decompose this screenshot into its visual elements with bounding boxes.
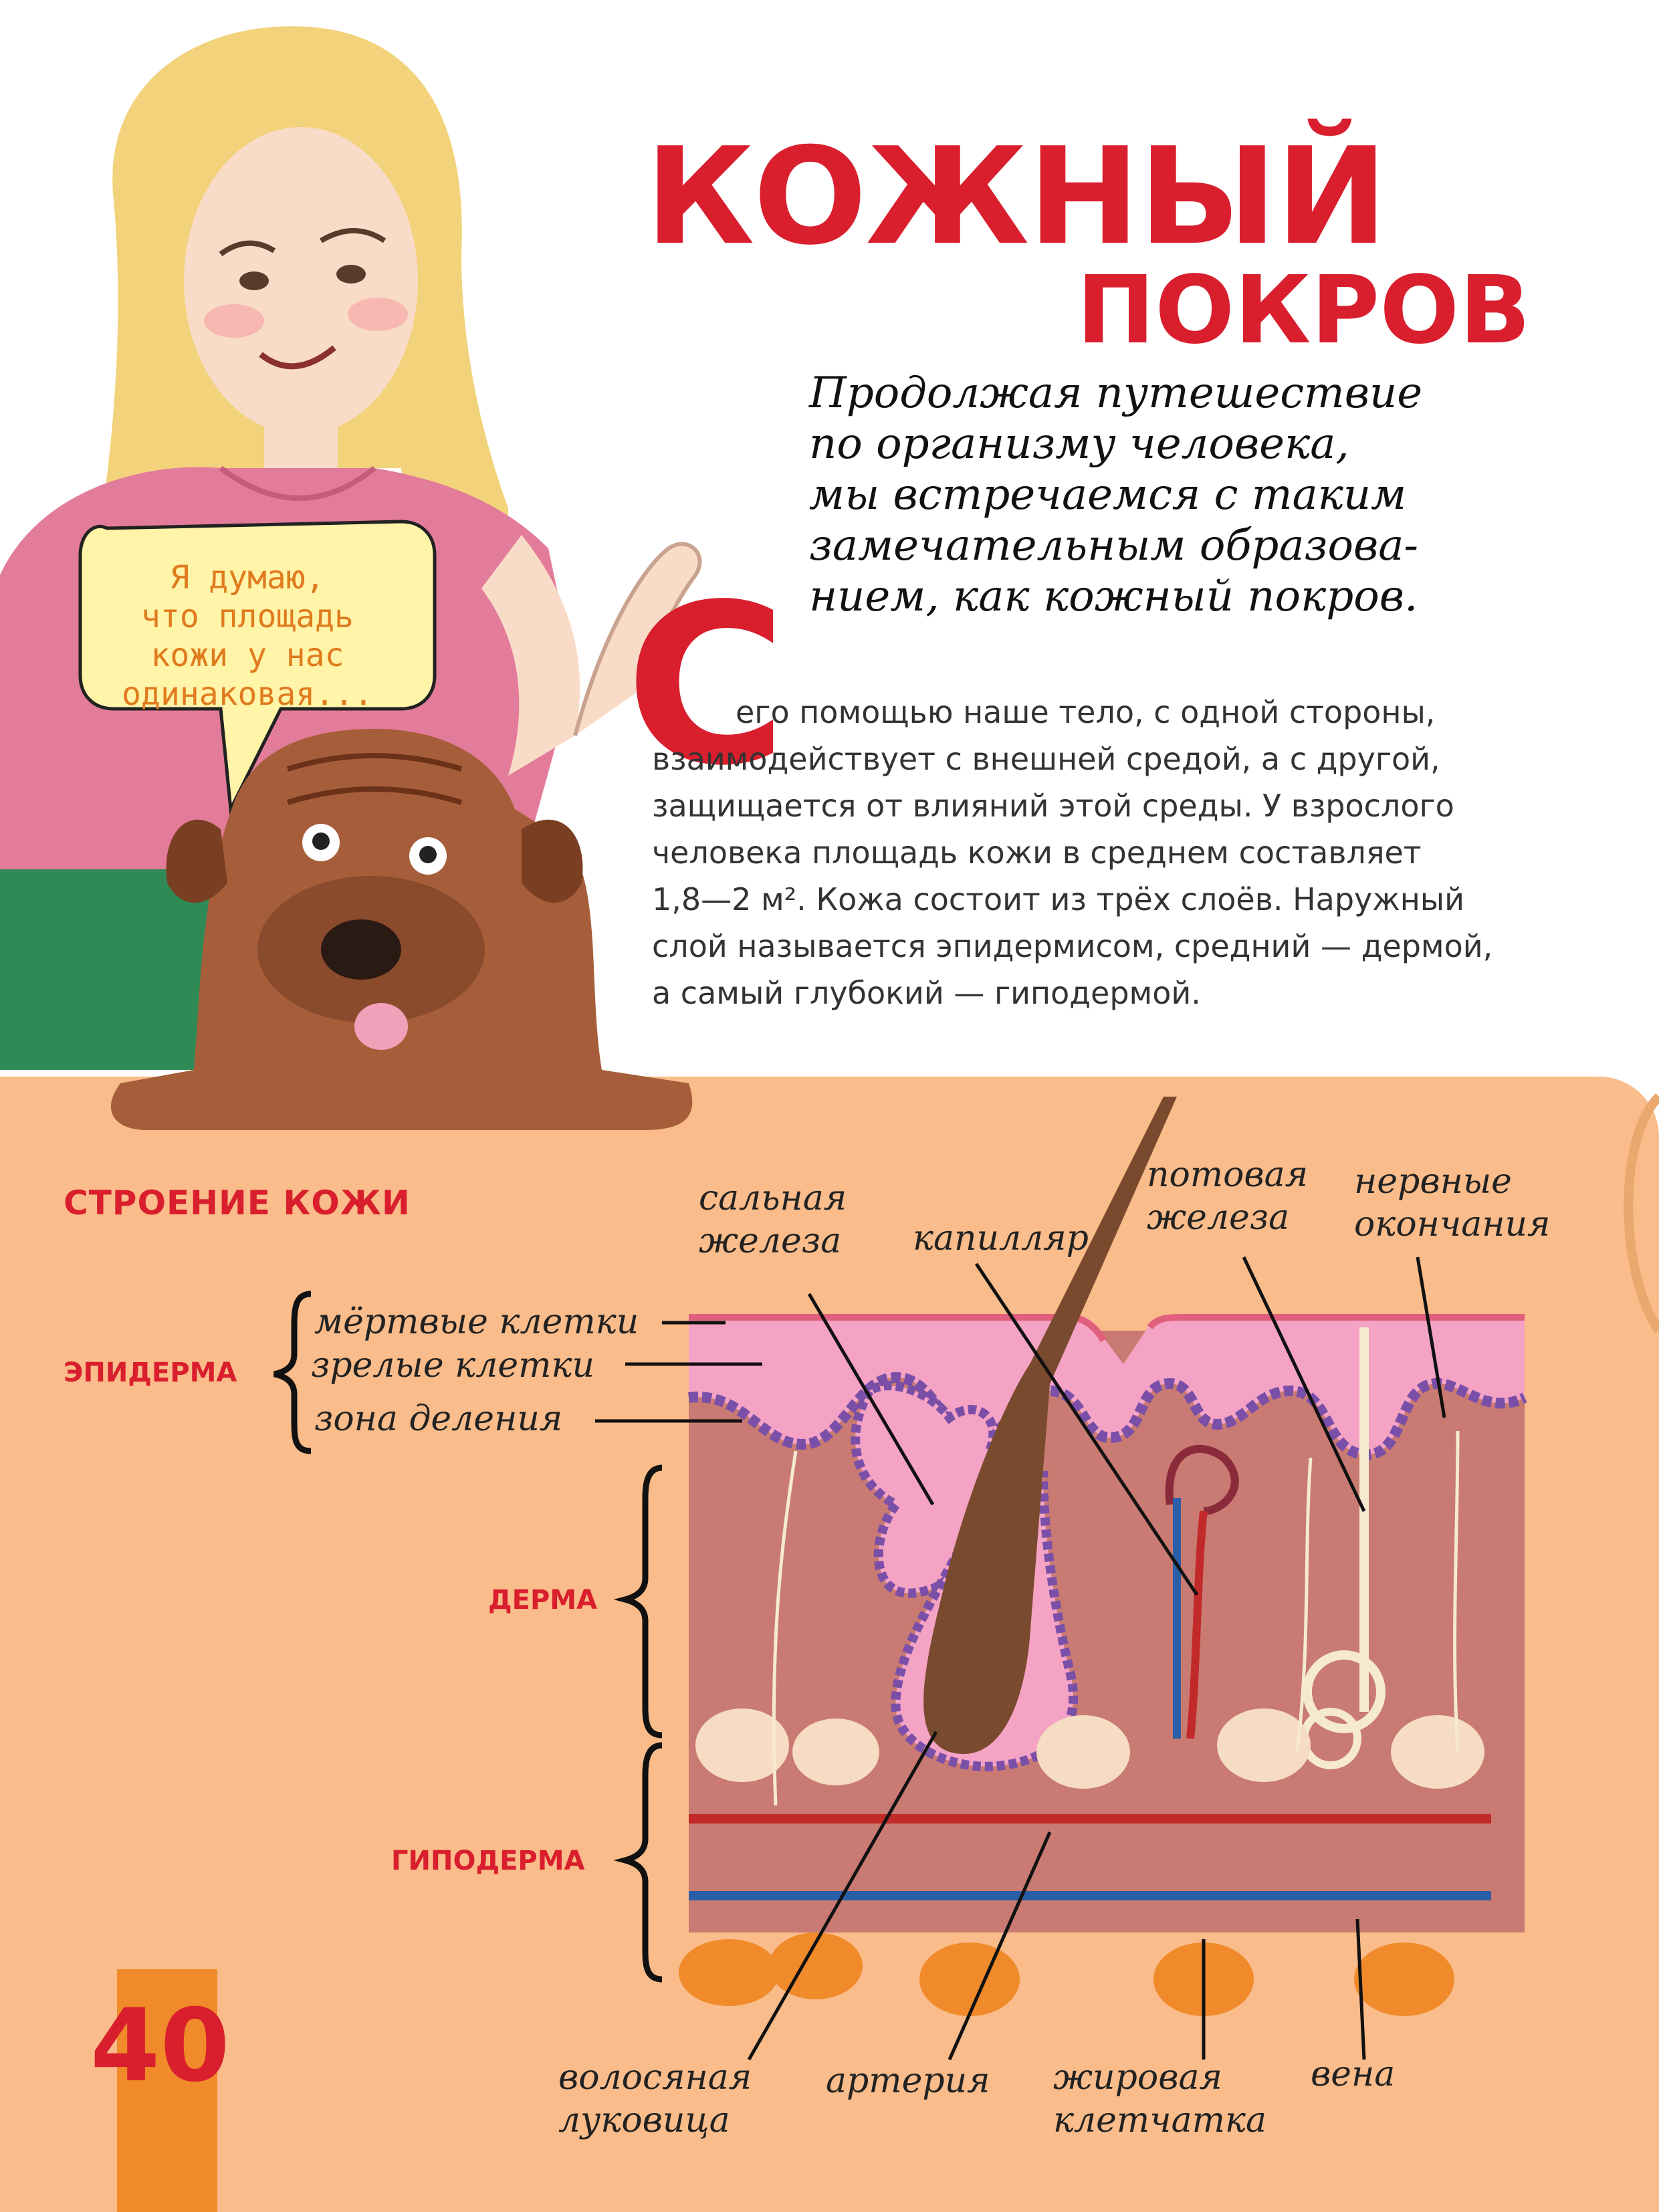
bubble-line: Я думаю, (170, 559, 325, 596)
label-line: сальная (699, 1178, 847, 1218)
label-hypodermis: ГИПОДЕРМА (391, 1846, 585, 1876)
label-capillary (913, 1217, 1089, 1260)
label-line: артерия (826, 2061, 990, 2101)
intro-paragraph (809, 368, 1558, 622)
ornament-edge (1628, 1097, 1659, 1331)
label-vein (1311, 2053, 1395, 2096)
label-sweat-gland (1147, 1153, 1308, 1239)
body-line: защищается от влияний этой среды. У взрослого (652, 788, 1454, 824)
diagram-title: СТРОЕНИЕ КОЖИ (64, 1184, 411, 1222)
bubble-line: одинаковая... (122, 675, 373, 713)
body-line: человека площадь кожи в среднем составляет (652, 835, 1422, 871)
label-sebaceous-gland (699, 1177, 847, 1262)
intro-line: замечательным образова- (809, 521, 1418, 570)
intro-line: по организму человека, (809, 419, 1349, 469)
label-line: окончания (1354, 1204, 1551, 1244)
intro-line: нием, как кожный покров. (809, 572, 1418, 621)
label-line: нервные (1354, 1162, 1512, 1202)
label-hair-bulb (558, 2056, 752, 2142)
label-division-zone: зона деления (314, 1399, 563, 1439)
body-line: взаимодействует с внешней средой, а с другой, (652, 741, 1440, 777)
label-line: клетчатка (1053, 2100, 1266, 2140)
label-epidermis: ЭПИДЕРМА (64, 1357, 237, 1388)
dermis-bracket (625, 1468, 662, 1735)
label-fat-tissue (1053, 2056, 1266, 2142)
label-line: волосяная (558, 2058, 752, 2098)
body-line: 1,8—2 м². Кожа состоит из трёх слоёв. Наружный (652, 881, 1465, 917)
epidermis-bracket (274, 1294, 311, 1451)
body-line: слой называется эпидермисом, средний — дермой, (652, 928, 1493, 964)
label-line: жировая (1053, 2058, 1222, 2098)
label-line: потовая (1147, 1155, 1309, 1195)
body-paragraph (652, 689, 1521, 1016)
page-title-line2: ПОКРОВ (1077, 256, 1531, 365)
hypodermis-bracket (625, 1745, 662, 1979)
label-line: железа (1147, 1198, 1290, 1238)
label-line: вена (1311, 2054, 1396, 2094)
bubble-line: кожи у нас (150, 637, 344, 674)
label-dead-cells: мёртвые клетки (314, 1302, 639, 1342)
label-line: железа (699, 1221, 842, 1261)
body-line: его помощью наше тело, с одной стороны, (736, 694, 1436, 730)
speech-bubble-text (80, 558, 415, 713)
intro-line: мы встречаемся с таким (809, 470, 1407, 520)
label-line: капилляр (913, 1218, 1089, 1258)
label-mature-cells: зрелые клетки (311, 1345, 594, 1386)
drop-cap: С (625, 557, 788, 814)
label-dermis: ДЕРМА (488, 1585, 598, 1616)
page-title-line1: КОЖНЫЙ (645, 119, 1387, 275)
subcutaneous-fat (679, 1932, 1454, 2016)
label-artery (826, 2060, 990, 2102)
label-line: луковица (558, 2100, 730, 2140)
page-number: 40 (90, 1988, 230, 2104)
intro-line: Продолжая путешествие (809, 368, 1423, 418)
bubble-line: что площадь (141, 598, 354, 635)
label-nerve-endings (1354, 1160, 1550, 1246)
body-line: а самый глубокий — гиподермой. (652, 975, 1201, 1011)
